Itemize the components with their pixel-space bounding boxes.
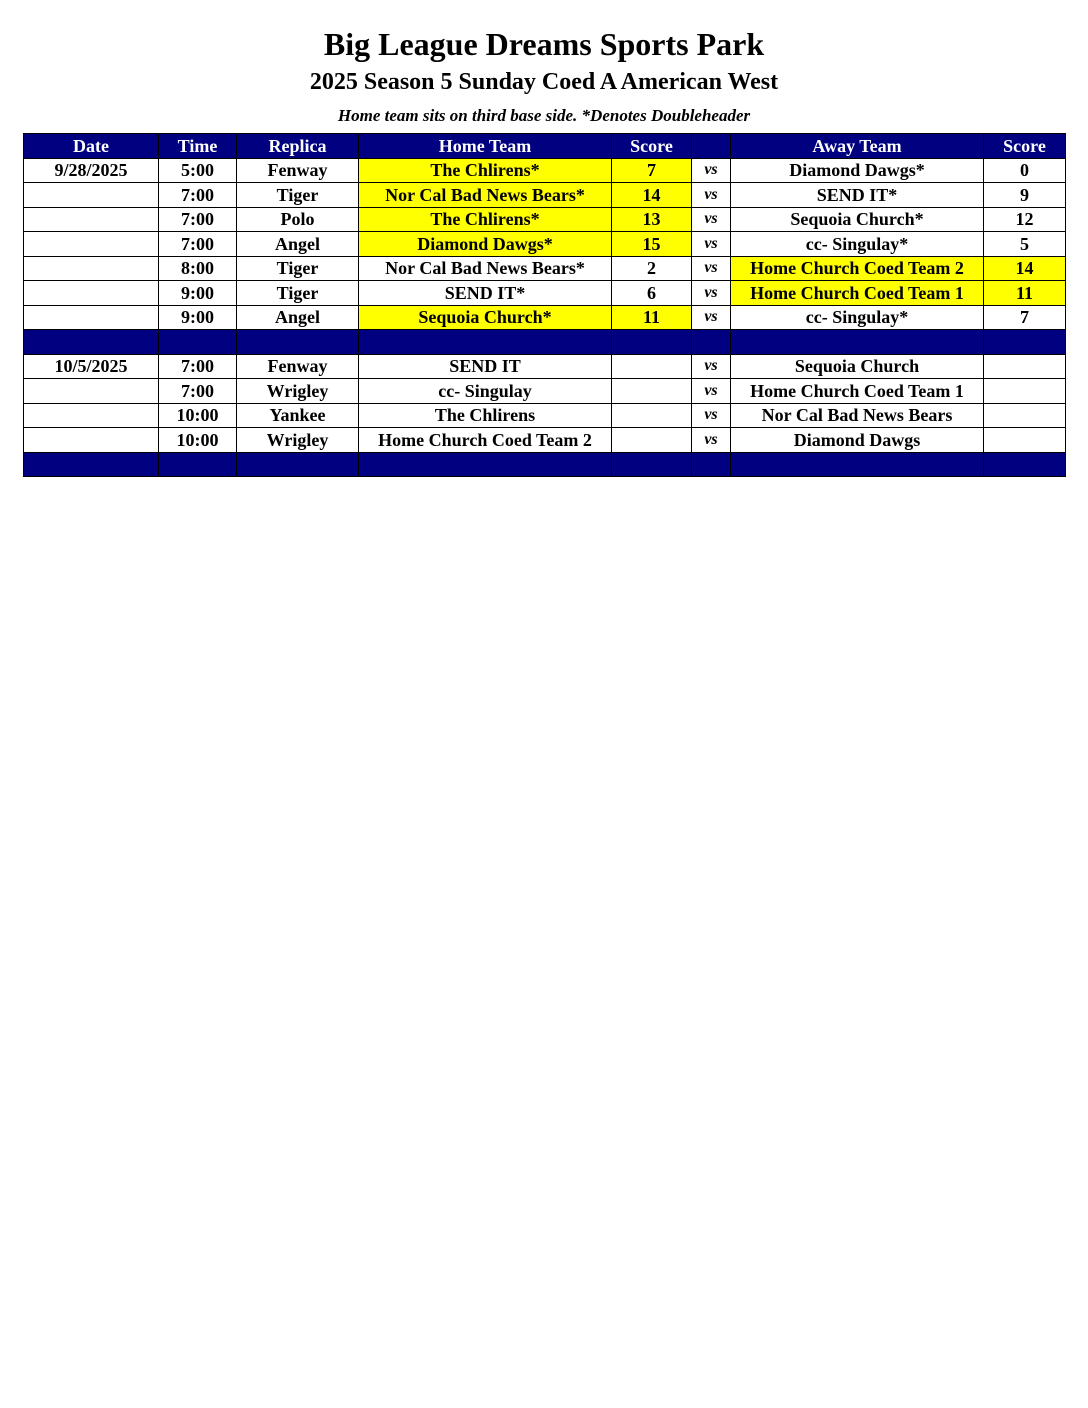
away-score-cell: [984, 403, 1066, 428]
date-cell: [24, 379, 159, 404]
home-team-cell: Nor Cal Bad News Bears*: [359, 256, 612, 281]
away-score-cell: 11: [984, 281, 1066, 306]
table-row: [24, 232, 1066, 257]
table-row: [24, 305, 1066, 330]
home-score-cell: 7: [612, 158, 692, 183]
separator-cell: [731, 452, 984, 477]
away-team-cell: Home Church Coed Team 2: [731, 256, 984, 281]
away-score-cell: 12: [984, 207, 1066, 232]
date-cell: [24, 256, 159, 281]
vs-cell: vs: [692, 379, 731, 404]
col-header-replica: Replica: [237, 134, 359, 159]
time-cell: 7:00: [159, 354, 237, 379]
schedule-note: Home team sits on third base side. *Denotes Doubleheader: [337, 106, 751, 125]
schedule-body: [24, 158, 1066, 477]
away-team-cell: Home Church Coed Team 1: [731, 379, 984, 404]
replica-cell: Fenway: [237, 354, 359, 379]
col-header-away-score: Score: [984, 134, 1066, 159]
separator-cell: [24, 330, 159, 355]
header-row: [24, 134, 1066, 159]
time-cell: 7:00: [159, 379, 237, 404]
replica-cell: Tiger: [237, 281, 359, 306]
vs-cell: vs: [692, 207, 731, 232]
separator-cell: [359, 330, 612, 355]
home-score-cell: 6: [612, 281, 692, 306]
col-header-date: Date: [24, 134, 159, 159]
vs-cell: vs: [692, 281, 731, 306]
replica-cell: Wrigley: [237, 428, 359, 453]
table-row: [24, 379, 1066, 404]
away-score-cell: 7: [984, 305, 1066, 330]
home-team-cell: Nor Cal Bad News Bears*: [359, 183, 612, 208]
separator-cell: [984, 452, 1066, 477]
separator-cell: [692, 330, 731, 355]
separator-cell: [237, 330, 359, 355]
time-cell: 5:00: [159, 158, 237, 183]
page-title: Big League Dreams Sports Park: [323, 26, 765, 62]
table-row: [24, 183, 1066, 208]
home-score-cell: [612, 428, 692, 453]
away-score-cell: [984, 354, 1066, 379]
vs-cell: vs: [692, 403, 731, 428]
away-team-cell: Nor Cal Bad News Bears: [731, 403, 984, 428]
table-row: [24, 354, 1066, 379]
separator-cell: [984, 330, 1066, 355]
replica-cell: Yankee: [237, 403, 359, 428]
home-team-cell: SEND IT*: [359, 281, 612, 306]
vs-cell: vs: [692, 256, 731, 281]
replica-cell: Polo: [237, 207, 359, 232]
time-cell: 10:00: [159, 403, 237, 428]
separator-cell: [692, 452, 731, 477]
away-score-cell: 14: [984, 256, 1066, 281]
time-cell: 9:00: [159, 281, 237, 306]
away-score-cell: 5: [984, 232, 1066, 257]
col-header-home-score: Score: [612, 134, 692, 159]
date-cell: 10/5/2025: [24, 354, 159, 379]
time-cell: 8:00: [159, 256, 237, 281]
replica-cell: Angel: [237, 305, 359, 330]
separator-cell: [612, 452, 692, 477]
home-team-cell: SEND IT: [359, 354, 612, 379]
date-cell: [24, 403, 159, 428]
home-score-cell: [612, 379, 692, 404]
home-score-cell: 11: [612, 305, 692, 330]
time-cell: 7:00: [159, 232, 237, 257]
table-row: [24, 207, 1066, 232]
separator-cell: [24, 452, 159, 477]
away-score-cell: [984, 428, 1066, 453]
away-team-cell: Diamond Dawgs*: [731, 158, 984, 183]
col-header-vs: [692, 134, 731, 159]
col-header-time: Time: [159, 134, 237, 159]
away-team-cell: Home Church Coed Team 1: [731, 281, 984, 306]
away-team-cell: Sequoia Church*: [731, 207, 984, 232]
vs-cell: vs: [692, 354, 731, 379]
time-cell: 9:00: [159, 305, 237, 330]
away-score-cell: [984, 379, 1066, 404]
home-score-cell: 15: [612, 232, 692, 257]
vs-cell: vs: [692, 305, 731, 330]
col-header-home-team: Home Team: [359, 134, 612, 159]
separator-row: [24, 452, 1066, 477]
away-score-cell: 9: [984, 183, 1066, 208]
schedule-table: [23, 133, 1066, 477]
home-team-cell: cc- Singulay: [359, 379, 612, 404]
home-team-cell: Sequoia Church*: [359, 305, 612, 330]
separator-cell: [731, 330, 984, 355]
home-team-cell: The Chlirens*: [359, 158, 612, 183]
date-cell: [24, 428, 159, 453]
away-team-cell: Sequoia Church: [731, 354, 984, 379]
separator-cell: [359, 452, 612, 477]
home-score-cell: [612, 354, 692, 379]
away-team-cell: cc- Singulay*: [731, 232, 984, 257]
vs-cell: vs: [692, 158, 731, 183]
table-row: [24, 403, 1066, 428]
home-team-cell: The Chlirens: [359, 403, 612, 428]
separator-cell: [612, 330, 692, 355]
table-row: [24, 281, 1066, 306]
home-score-cell: 2: [612, 256, 692, 281]
vs-cell: vs: [692, 183, 731, 208]
date-cell: [24, 305, 159, 330]
date-cell: [24, 207, 159, 232]
home-team-cell: The Chlirens*: [359, 207, 612, 232]
col-header-away-team: Away Team: [731, 134, 984, 159]
date-cell: [24, 232, 159, 257]
replica-cell: Angel: [237, 232, 359, 257]
table-row: [24, 158, 1066, 183]
away-score-cell: 0: [984, 158, 1066, 183]
table-row: [24, 256, 1066, 281]
home-score-cell: [612, 403, 692, 428]
date-cell: 9/28/2025: [24, 158, 159, 183]
separator-cell: [237, 452, 359, 477]
home-score-cell: 14: [612, 183, 692, 208]
date-cell: [24, 281, 159, 306]
replica-cell: Fenway: [237, 158, 359, 183]
replica-cell: Tiger: [237, 183, 359, 208]
separator-row: [24, 330, 1066, 355]
separator-cell: [159, 452, 237, 477]
time-cell: 10:00: [159, 428, 237, 453]
replica-cell: Tiger: [237, 256, 359, 281]
vs-cell: vs: [692, 428, 731, 453]
table-row: [24, 428, 1066, 453]
date-cell: [24, 183, 159, 208]
time-cell: 7:00: [159, 207, 237, 232]
home-team-cell: Diamond Dawgs*: [359, 232, 612, 257]
home-score-cell: 13: [612, 207, 692, 232]
separator-cell: [159, 330, 237, 355]
away-team-cell: cc- Singulay*: [731, 305, 984, 330]
away-team-cell: SEND IT*: [731, 183, 984, 208]
away-team-cell: Diamond Dawgs: [731, 428, 984, 453]
replica-cell: Wrigley: [237, 379, 359, 404]
home-team-cell: Home Church Coed Team 2: [359, 428, 612, 453]
page-subtitle: 2025 Season 5 Sunday Coed A American West: [309, 69, 779, 95]
vs-cell: vs: [692, 232, 731, 257]
time-cell: 7:00: [159, 183, 237, 208]
